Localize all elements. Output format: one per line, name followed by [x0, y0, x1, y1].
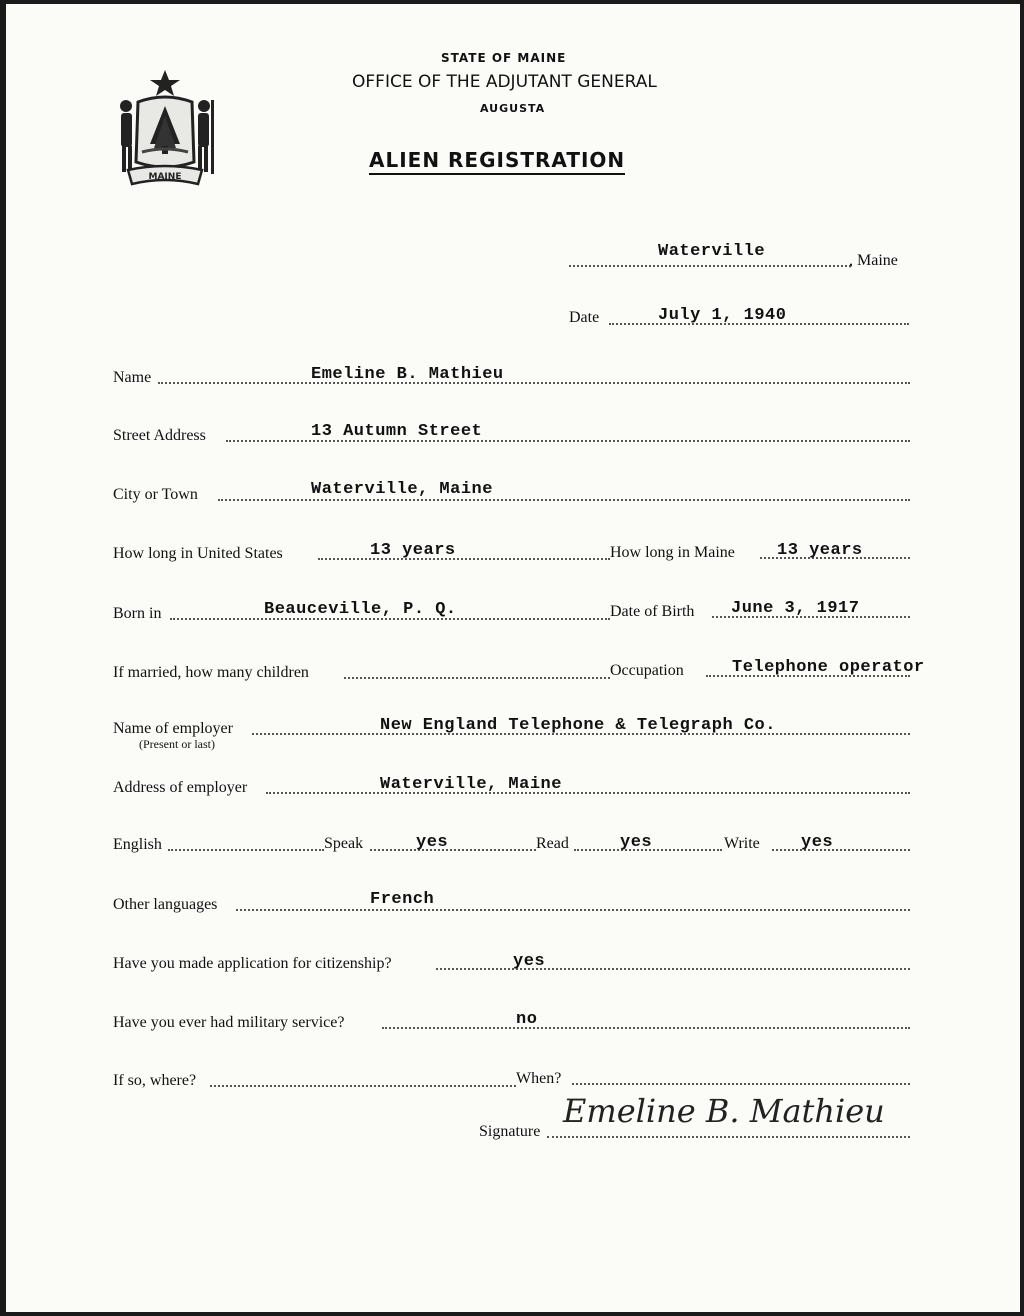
born-in-label: Born in	[113, 605, 162, 622]
employer-label: Name of employer	[113, 720, 233, 737]
other-languages-value: French	[370, 890, 435, 909]
city-heading: AUGUSTA	[480, 102, 546, 115]
citizenship-value: yes	[513, 952, 546, 971]
employer-sublabel: (Present or last)	[139, 737, 215, 751]
where-label: If so, where?	[113, 1072, 197, 1089]
occupation-value: Telephone operator	[732, 658, 925, 677]
state-seal-icon	[110, 66, 220, 192]
read-label: Read	[536, 835, 569, 852]
form-title: ALIEN REGISTRATION	[369, 148, 625, 175]
maine-duration-value: 13 years	[777, 541, 863, 560]
seal-text: MAINE	[148, 172, 182, 182]
city-value: Waterville, Maine	[311, 480, 493, 499]
employer-value: New England Telephone & Telegraph Co.	[380, 716, 776, 735]
street-value: 13 Autumn Street	[311, 422, 483, 441]
write-value: yes	[801, 833, 834, 852]
write-label: Write	[724, 835, 760, 852]
occupation-label: Occupation	[610, 662, 684, 679]
signature-label: Signature	[479, 1123, 541, 1140]
date-value: July 1, 1940	[658, 306, 787, 325]
street-label: Street Address	[113, 427, 206, 444]
registration-form	[6, 4, 1020, 1312]
name-value: Emeline B. Mathieu	[311, 365, 504, 384]
when-label: When?	[516, 1070, 562, 1087]
name-label: Name	[113, 369, 152, 386]
signature-value: Emeline B. Mathieu	[563, 1092, 885, 1130]
military-value: no	[516, 1010, 538, 1029]
date-label: Date	[569, 309, 600, 326]
city-label: City or Town	[113, 486, 198, 503]
employer-address-value: Waterville, Maine	[380, 775, 562, 794]
maine-suffix: , Maine	[849, 252, 898, 269]
citizenship-label: Have you made application for citizenship?	[113, 955, 392, 972]
children-label: If married, how many children	[113, 664, 309, 681]
us-duration-label: How long in United States	[113, 545, 283, 562]
speak-label: Speak	[324, 835, 364, 852]
employer-address-label: Address of employer	[113, 779, 248, 796]
office-heading: OFFICE OF THE ADJUTANT GENERAL	[352, 72, 657, 92]
born-in-value: Beauceville, P. Q.	[264, 600, 457, 619]
read-value: yes	[620, 833, 653, 852]
other-languages-label: Other languages	[113, 896, 218, 913]
speak-value: yes	[416, 833, 449, 852]
dob-value: June 3, 1917	[731, 599, 860, 618]
state-heading: STATE OF MAINE	[441, 51, 567, 65]
us-duration-value: 13 years	[370, 541, 456, 560]
maine-duration-label: How long in Maine	[610, 544, 735, 561]
military-label: Have you ever had military service?	[113, 1014, 345, 1031]
town-value: Waterville	[658, 242, 766, 261]
english-label: English	[113, 836, 162, 853]
dob-label: Date of Birth	[610, 603, 695, 620]
